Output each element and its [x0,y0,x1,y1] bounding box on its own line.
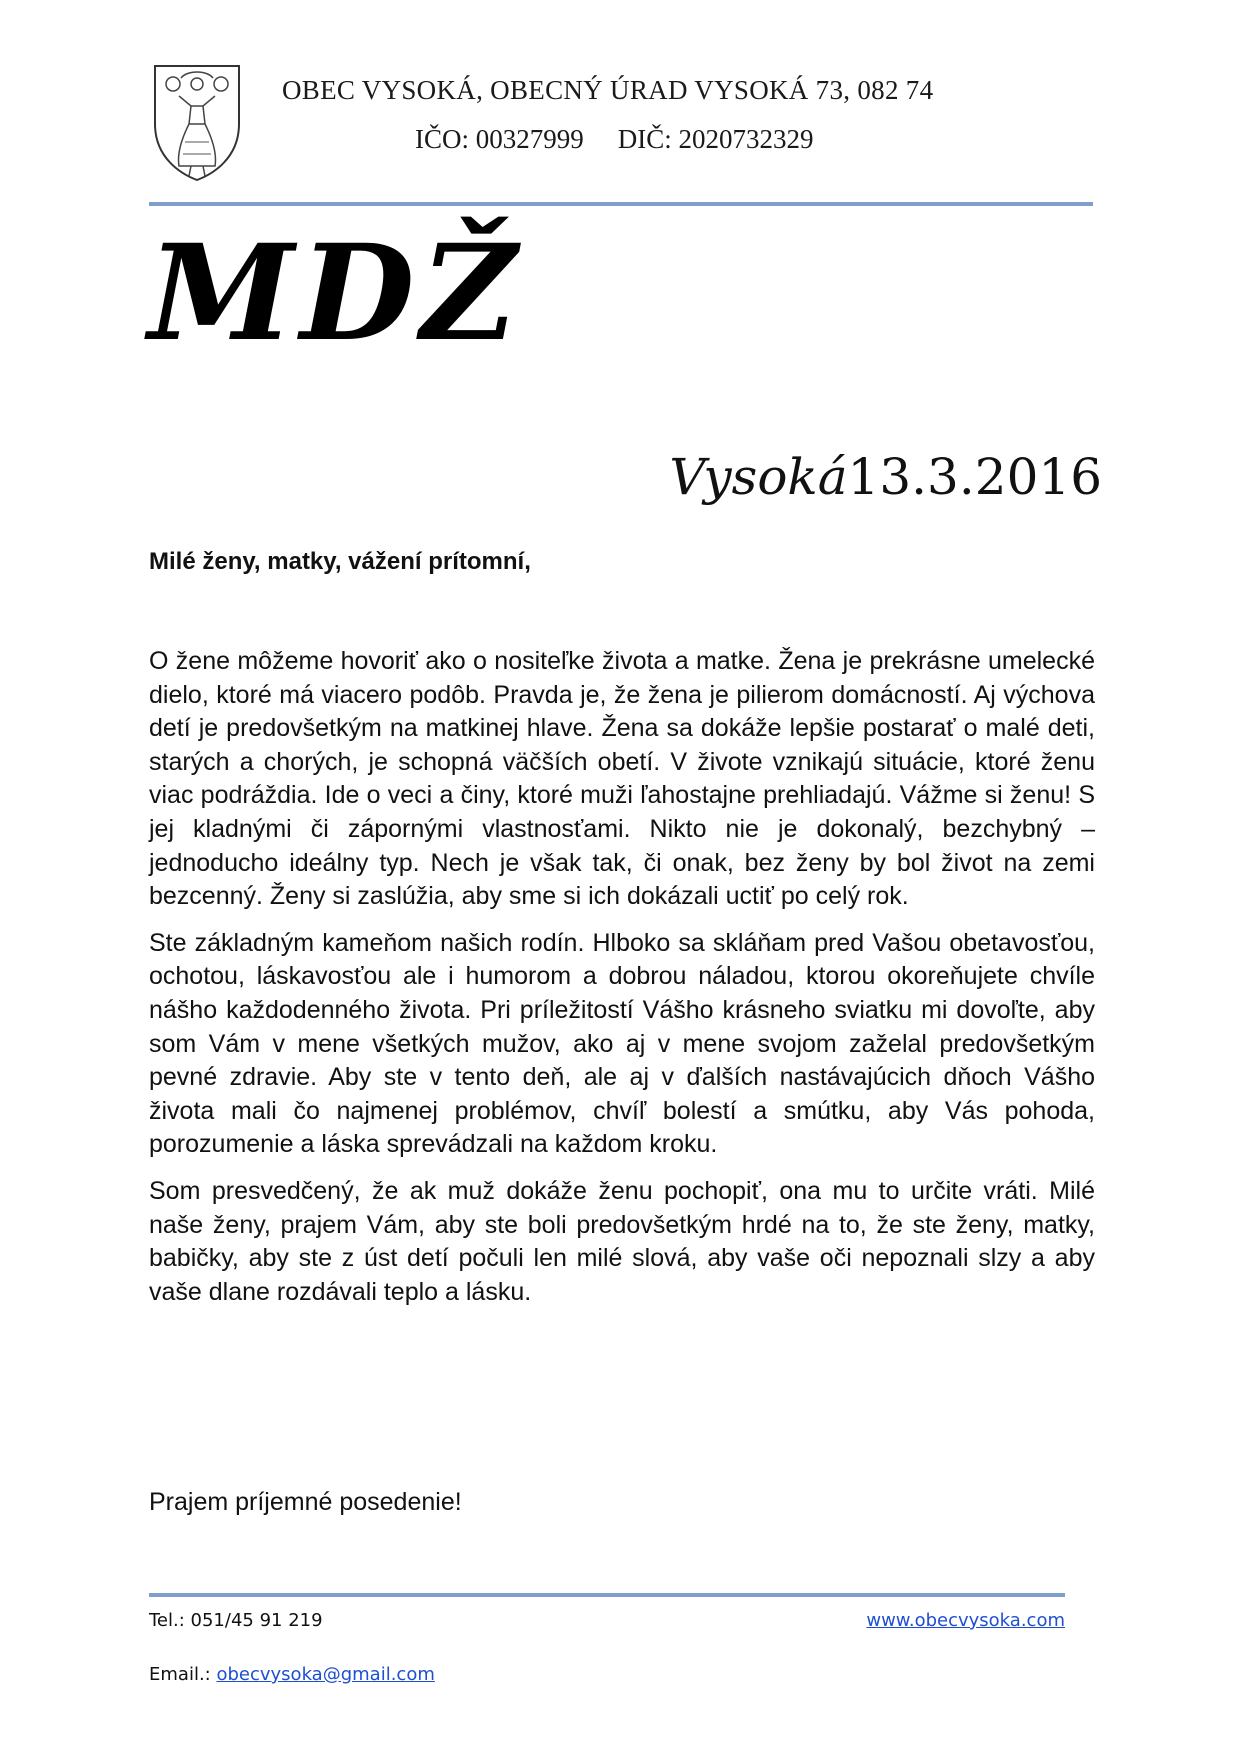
paragraph: Ste základným kameňom našich rodín. Hlboko sa skláňam pred Vašou obetavosťou, ochotou, láskavosťou ale i humorom a dobrou náladou, ktorou okoreňujete chvíle nášho každodenného života. Pri príležitostí Vášho krásneho sviatku mi dovoľte, aby som Vám v mene všetkých mužov, ako aj v mene svojom zaželal predovšetkým pevné zdravie. Aby ste v tento deň, ale aj v ďalších nastávajúcich dňoch Vášho života mali čo najmenej problémov, chvíľ bolestí a smútku, aby Vás pohoda, porozumenie a láska sprevádzali na každom kroku. [149,928,1095,1159]
letter-body [149,645,1095,1322]
footer-divider [149,1593,1065,1597]
email-label: Email.: [149,1664,211,1685]
document-title: MDŽ [148,216,523,371]
date-value: 13.3.2016 [847,448,1102,506]
document-date [669,448,1102,506]
coat-of-arms-icon [151,62,243,184]
header-divider [149,202,1093,206]
paragraph: O žene môžeme hovoriť ako o nositeľke života a matke. Žena je prekrásne umelecké dielo, ktoré má viacero podôb. Pravda je, že žena je pilierom domácností. Aj výchova detí je predovšetkým na matkinej hlave. Žena sa dokáže lepšie postarať o malé deti, starých a chorých, je schopná väčších obetí. V živote vznikajú situácie, ktoré ženu viac podráždia. Ide o veci a činy, ktoré muži ľahostajne prehliadajú. Vážme si ženu! S jej kladnými či zápornými vlastnosťami. Nikto nie je dokonalý, bezchybný – jednoducho ideálny typ. Nech je však tak, či onak, bez ženy by bol život na zemi bezcenný. Ženy si zaslúžia, aby sme si ich dokázali uctiť po celý rok. [149,647,1095,911]
email-link[interactable]: obecvysoka@gmail.com [216,1664,435,1685]
office-address: OBEC VYSOKÁ, OBECNÝ ÚRAD VYSOKÁ 73, 082 74 [282,75,934,105]
date-place: Vysoká [669,448,848,506]
ico-number: IČO: 00327999 [415,124,584,154]
greeting: Milé ženy, matky, vážení prítomní, [149,548,531,575]
dic-number: DIČ: 2020732329 [617,124,814,154]
closing-line: Prajem príjemné posedenie! [149,1488,462,1516]
footer-email [149,1664,435,1685]
website-link[interactable]: www.obecvysoka.com [866,1610,1065,1631]
paragraph: Som presvedčený, že ak muž dokáže ženu pochopiť, ona mu to určite vráti. Milé naše ženy, prajem Vám, aby ste boli predovšetkým hrdé na to, že ste ženy, matky, babičky, aby ste z úst detí počuli len milé slová, aby vaše oči nepoznali slzy a aby vaše dlane rozdávali teplo a lásku. [149,1176,1095,1306]
registration-ids [415,124,814,155]
footer-phone: Tel.: 051/45 91 219 [149,1610,323,1631]
